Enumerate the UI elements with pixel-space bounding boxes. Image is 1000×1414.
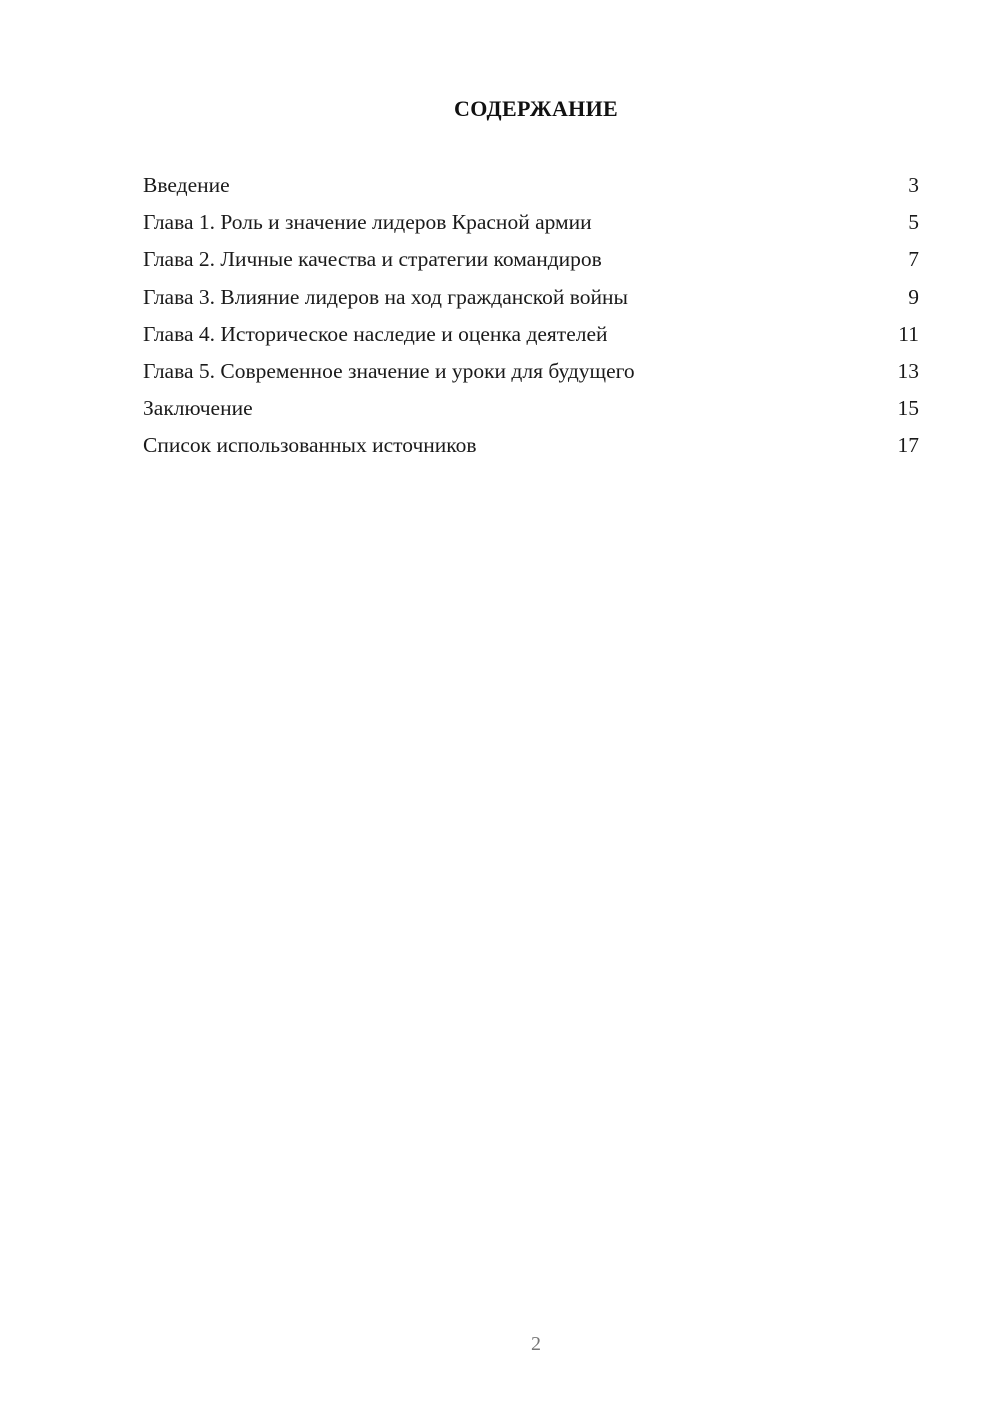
toc-entry-page: 15 (897, 396, 919, 421)
toc-entry-page: 5 (908, 210, 919, 235)
toc-entry-chapter-2[interactable] (143, 244, 919, 281)
toc-entry-page: 9 (908, 284, 919, 309)
toc-entry-page: 17 (897, 433, 919, 458)
toc-entry-page: 11 (898, 321, 919, 346)
toc-entry-title: Глава 1. Роль и значение лидеров Красной армии (143, 210, 592, 235)
toc-entry-chapter-1[interactable] (143, 207, 919, 244)
page-number: 2 (531, 1333, 541, 1355)
toc-entry-title: Глава 5. Современное значение и уроки для будущего (143, 358, 635, 383)
toc-entry-introduction[interactable] (143, 170, 919, 207)
toc-entry-chapter-3[interactable] (143, 282, 919, 319)
toc-entry-references[interactable] (143, 430, 919, 467)
toc-heading: СОДЕРЖАНИЕ (454, 96, 618, 121)
toc-entry-chapter-5[interactable] (143, 356, 919, 393)
toc-entry-chapter-4[interactable] (143, 319, 919, 356)
toc-entry-title: Глава 2. Личные качества и стратегии командиров (143, 247, 602, 272)
toc-entry-title: Введение (143, 173, 230, 197)
toc-entry-conclusion[interactable] (143, 393, 919, 430)
toc-entry-title: Заключение (143, 396, 253, 421)
table-of-contents (143, 170, 919, 468)
toc-entry-title: Глава 3. Влияние лидеров на ход гражданской войны (143, 284, 628, 309)
toc-entry-page: 3 (908, 173, 919, 197)
toc-entry-page: 13 (897, 358, 919, 383)
toc-entry-title: Глава 4. Историческое наследие и оценка деятелей (143, 321, 608, 346)
toc-entry-page: 7 (908, 247, 919, 272)
toc-entry-title: Список использованных источников (143, 433, 477, 458)
